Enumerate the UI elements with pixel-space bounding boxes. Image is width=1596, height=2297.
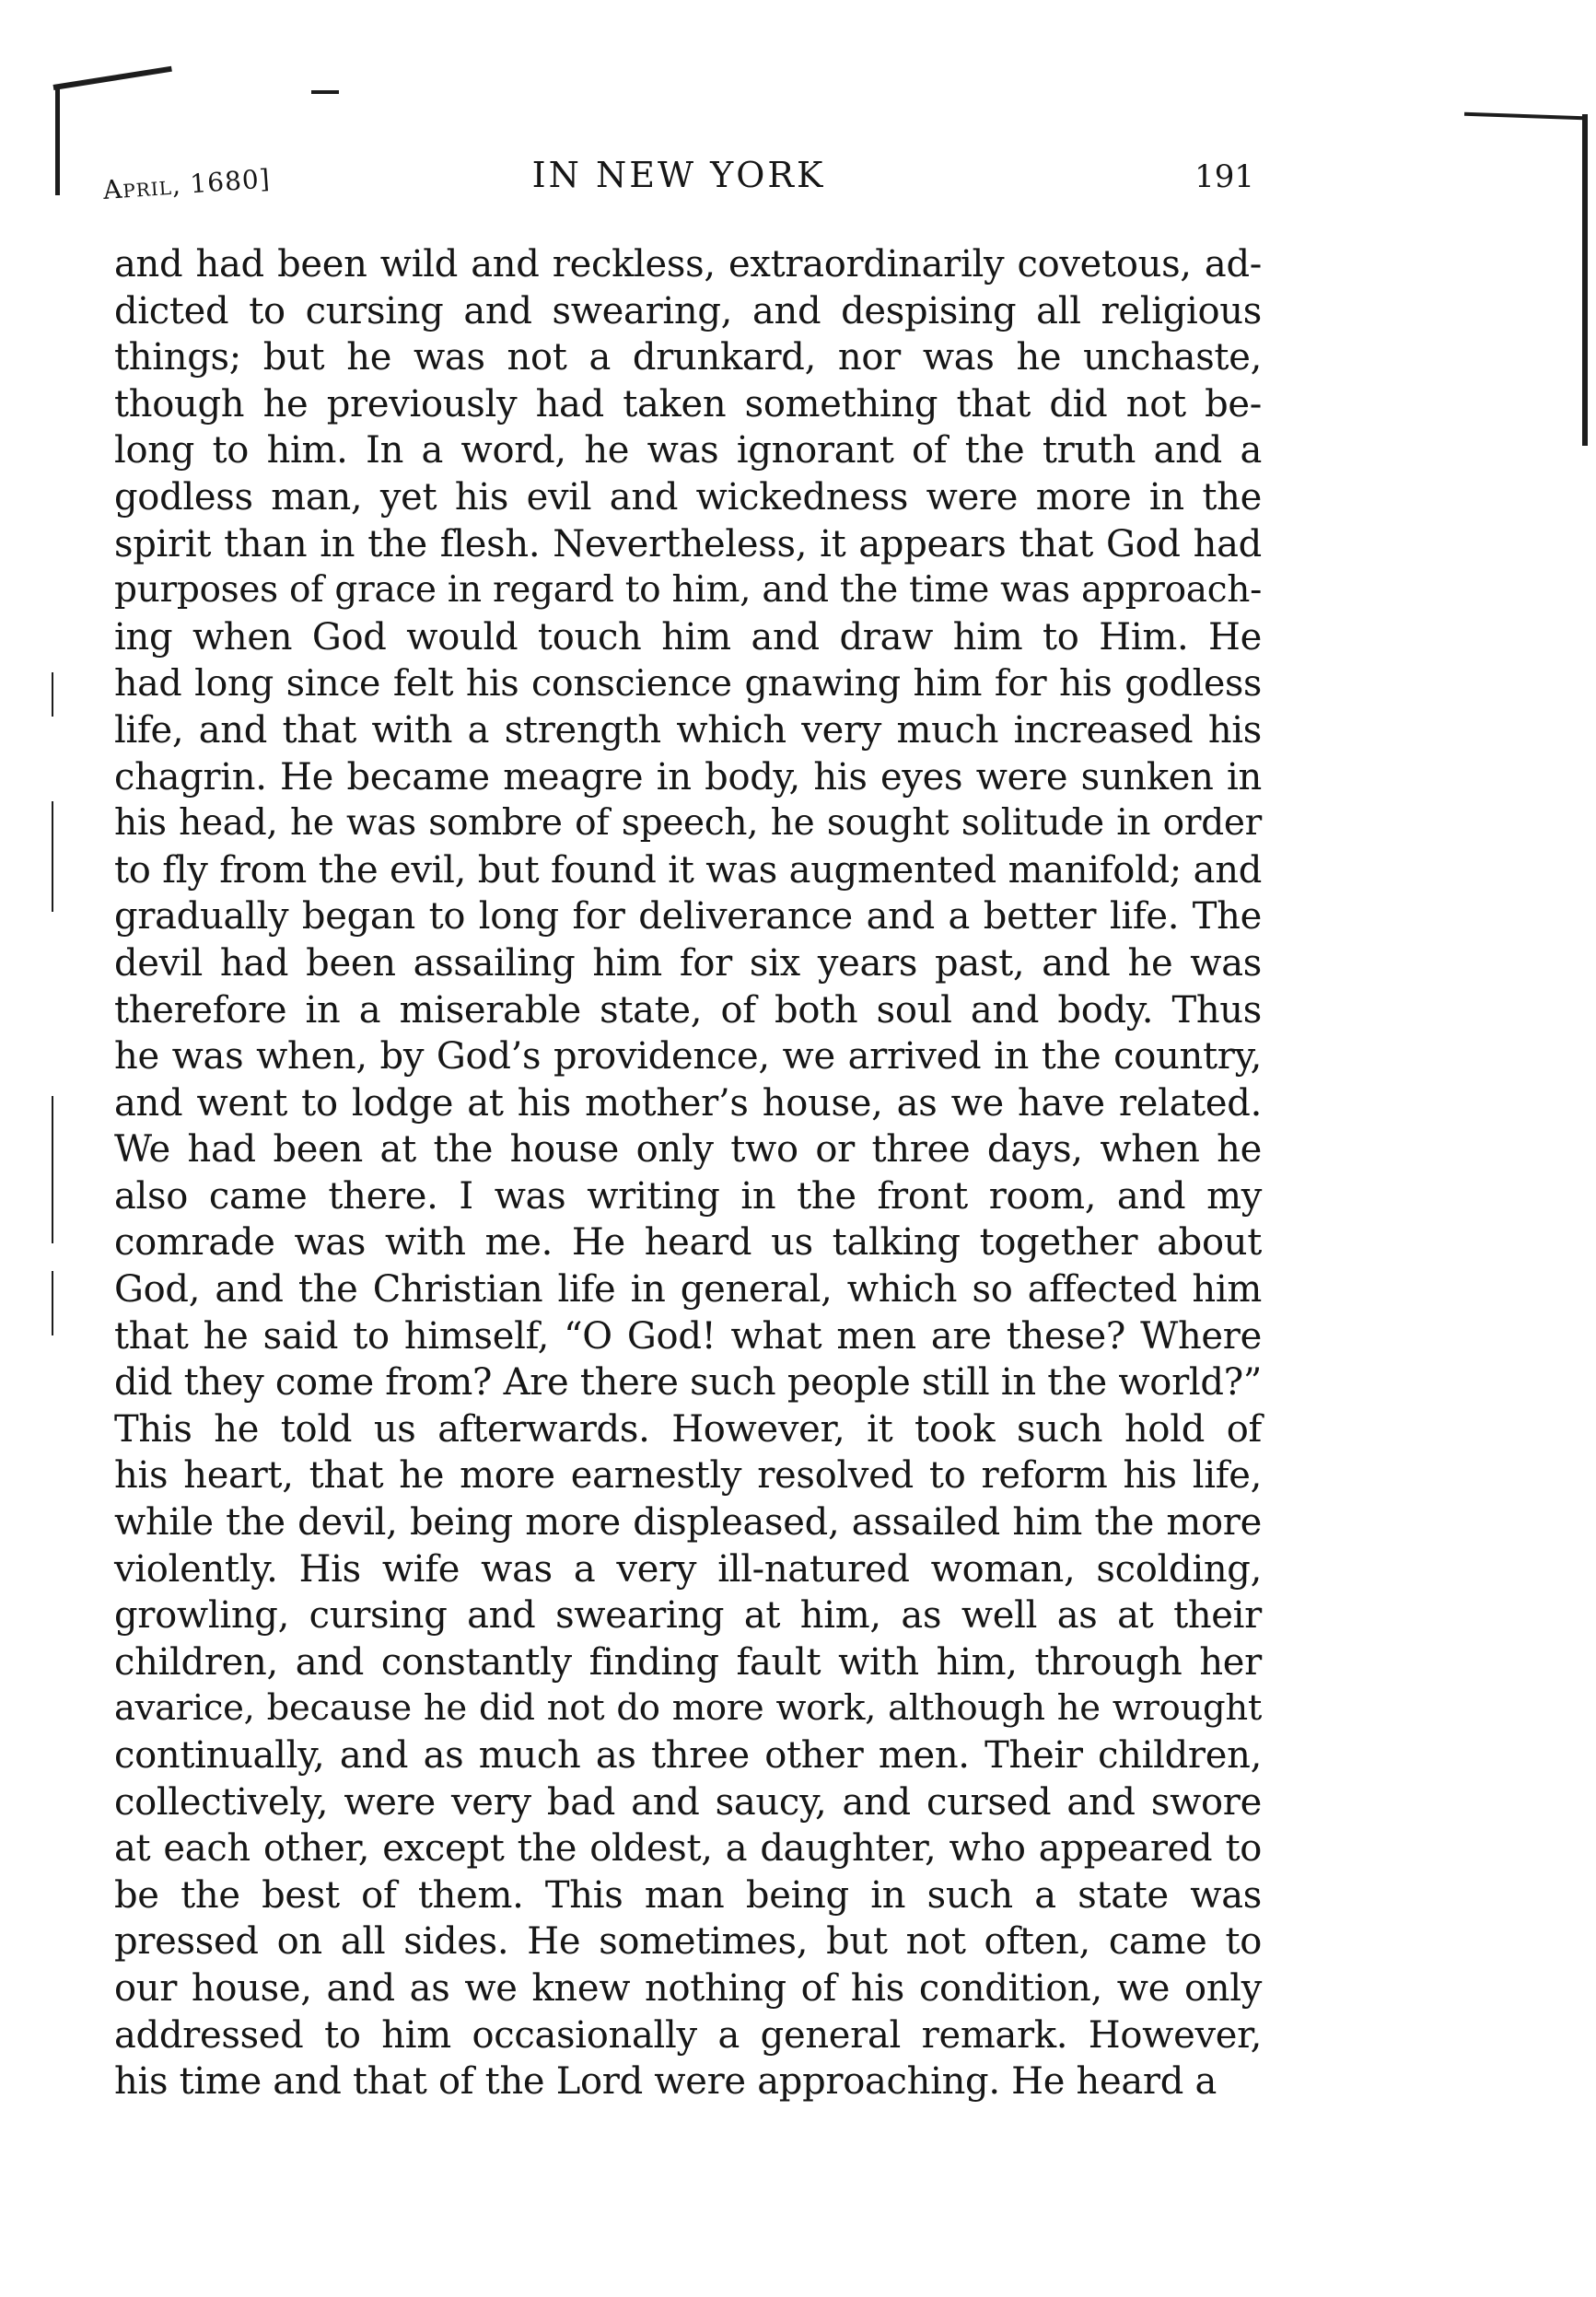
- text-line: This he told us afterwards. However, it took such hold of: [114, 1407, 1262, 1451]
- text-line: We had been at the house only two or three days, when he: [114, 1128, 1262, 1172]
- page-number: 191: [1194, 158, 1254, 195]
- text-line: long to him. In a word, he was ignorant of the truth and a: [114, 429, 1262, 472]
- scan-margin-line-2: [52, 801, 53, 912]
- text-line: therefore in a miserable state, of both soul and body. Thus: [114, 988, 1262, 1032]
- text-line: chagrin. He became meagre in body, his eyes were sunken in: [114, 755, 1262, 799]
- text-line: had long since felt his conscience gnawing him for his godless: [114, 662, 1262, 705]
- text-line: gradually began to long for deliverance and a better life. The: [114, 895, 1262, 939]
- text-line: violently. His wife was a very ill-natured woman, scolding,: [114, 1547, 1262, 1591]
- text-line: God, and the Christian life in general, which so affected him: [114, 1268, 1262, 1312]
- text-line: he was when, by God’s providence, we arrived in the country,: [114, 1035, 1262, 1079]
- scan-margin-line-3: [52, 1096, 53, 1179]
- text-line: though he previously had taken something that did not be-: [114, 382, 1262, 426]
- text-line: that he said to himself, “O God! what men are these? Where: [114, 1314, 1262, 1358]
- text-line: growling, cursing and swearing at him, as well as at their: [114, 1594, 1262, 1638]
- text-line: life, and that with a strength which very much increased his: [114, 708, 1262, 752]
- scan-margin-line-1: [52, 672, 53, 717]
- text-line: things; but he was not a drunkard, nor was he unchaste,: [114, 336, 1262, 379]
- scan-speck-top: [311, 90, 339, 94]
- text-line: his head, he was sombre of speech, he sought solitude in order: [114, 802, 1262, 845]
- text-line: be the best of them. This man being in such a state was: [114, 1873, 1262, 1917]
- text-line: continually, and as much as three other men. Their children,: [114, 1734, 1262, 1777]
- text-line: his heart, that he more earnestly resolved to reform his life,: [114, 1454, 1262, 1498]
- scan-edge-mark-left: [55, 85, 60, 195]
- text-line: also came there. I was writing in the front room, and my: [114, 1174, 1262, 1218]
- text-line: children, and constantly finding fault with him, through her: [114, 1640, 1262, 1684]
- running-header: [103, 155, 1254, 219]
- body-text: [114, 241, 1262, 2105]
- text-line: dicted to cursing and swearing, and despising all religious: [114, 289, 1262, 332]
- scan-edge-mark-right: [1582, 114, 1588, 446]
- text-line: while the devil, being more displeased, assailed him the more: [114, 1501, 1262, 1545]
- header-title: IN NEW YORK: [531, 155, 826, 195]
- scan-corner-mark-right: [1464, 112, 1584, 121]
- text-line: did they come from? Are there such people still in the world?”: [114, 1361, 1262, 1405]
- text-line: avarice, because he did not do more work, although he wrought: [114, 1687, 1262, 1730]
- text-line: pressed on all sides. He sometimes, but not often, came to: [114, 1920, 1262, 1964]
- scan-margin-line-4: [52, 1170, 53, 1243]
- text-line: purposes of grace in regard to him, and the time was approach-: [114, 569, 1262, 612]
- text-line: ing when God would touch him and draw him to Him. He: [114, 615, 1262, 659]
- text-line: godless man, yet his evil and wickedness were more in the: [114, 475, 1262, 519]
- text-line: devil had been assailing him for six years past, and he was: [114, 941, 1262, 985]
- text-line: and had been wild and reckless, extraordinarily covetous, ad-: [114, 243, 1262, 286]
- text-line: addressed to him occasionally a general remark. However,: [114, 2013, 1262, 2057]
- scan-margin-line-5: [52, 1271, 53, 1335]
- text-line: collectively, were very bad and saucy, and cursed and swore: [114, 1780, 1262, 1824]
- text-line: spirit than in the flesh. Nevertheless, it appears that God had: [114, 522, 1262, 566]
- text-line: our house, and as we knew nothing of his condition, we only: [114, 1966, 1262, 2010]
- text-line: comrade was with me. He heard us talking together about: [114, 1221, 1262, 1265]
- text-line: his time and that of the Lord were approaching. He heard a: [114, 2060, 1217, 2104]
- text-line: and went to lodge at his mother’s house, as we have related.: [114, 1081, 1262, 1125]
- header-date: April, 1680]: [101, 163, 272, 205]
- text-line: to fly from the evil, but found it was augmented manifold; and: [114, 848, 1262, 892]
- text-line: at each other, except the oldest, a daughter, who appeared to: [114, 1827, 1262, 1871]
- scan-corner-mark-left: [53, 66, 172, 90]
